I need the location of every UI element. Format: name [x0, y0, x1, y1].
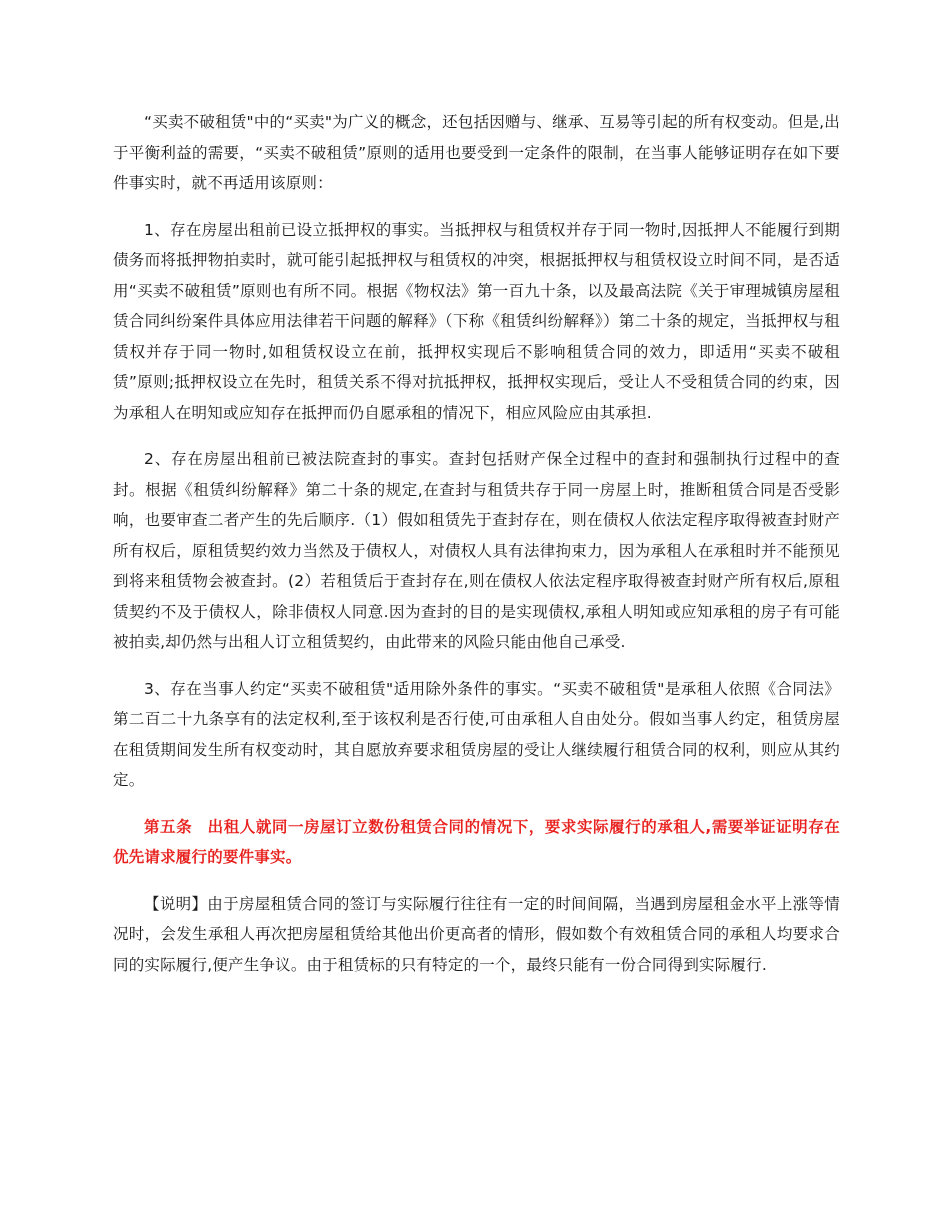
item-1-paragraph: 1、存在房屋出租前已设立抵押权的事实。当抵押权与租赁权并存于同一物时,因抵押人不能履行到期债务而将抵押物拍卖时，就可能引起抵押权与租赁权的冲突，根据抵押权与租赁权设立时间不同，是否适用“买卖不破租赁”原则也有所不同。根据《物权法》第一百九十条，以及最高法院《关于审理城镇房屋租赁合同纠纷案件具体应用法律若干问题的解释》（下称《租赁纠纷解释》）第二十条的规定，当抵押权与租赁权并存于同一物时,如租赁权设立在前，抵押权实现后不影响租赁合同的效力，即适用“买卖不破租赁”原则;抵押权设立在先时，租赁关系不得对抗抵押权，抵押权实现后，受让人不受租赁合同的约束，因为承租人在明知或应知存在抵押而仍自愿承租的情况下，相应风险应由其承担. [113, 220, 840, 422]
item-3-paragraph: 3、存在当事人约定“买卖不破租赁"适用除外条件的事实。“买卖不破租赁"是承租人依照《合同法》第二百二十九条享有的法定权利,至于该权利是否行使,可由承租人自由处分。假如当事人约定，租赁房屋在租赁期间发生所有权变动时，其自愿放弃要求租赁房屋的受让人继续履行租赁合同的权利，则应从其约定。 [113, 679, 840, 789]
explanation-paragraph: 【说明】由于房屋租赁合同的签订与实际履行往往有一定的时间间隔，当遇到房屋租金水平上涨等情况时，会发生承租人再次把房屋租赁给其他出价更高者的情形，假如数个有效租赁合同的承租人均要求合同的实际履行,便产生争议。由于租赁标的只有特定的一个，最终只能有一份合同得到实际履行. [113, 894, 840, 974]
document-page [113, 107, 840, 996]
article-5-heading [113, 812, 840, 873]
intro-paragraph: “买卖不破租赁"中的“买卖"为广义的概念，还包括因赠与、继承、互易等引起的所有权变动。但是,出于平衡利益的需要，“买卖不破租赁”原则的适用也要受到一定条件的限制，在当事人能够证明存在如下要件事实时，就不再适用该原则： [113, 113, 840, 192]
article-5-number: 第五条 [144, 817, 193, 836]
article-5-text: 出租人就同一房屋订立数份租赁合同的情况下，要求实际履行的承租人,需要举证证明存在优先请求履行的要件事实。 [113, 817, 840, 866]
item-2-paragraph: 2、存在房屋出租前已被法院查封的事实。查封包括财产保全过程中的查封和强制执行过程中的查封。根据《租赁纠纷解释》第二十条的规定,在查封与租赁共存于同一房屋上时，推断租赁合同是否受影响，也要审查二者产生的先后顺序.（1）假如租赁先于查封存在，则在债权人依法定程序取得被查封财产所有权后，原租赁契约效力当然及于债权人，对债权人具有法律拘束力，因为承租人在承租时并不能预见到将来租赁物会被查封。(2）若租赁后于查封存在,则在债权人依法定程序取得被查封财产所有权后,原租赁契约不及于债权人，除非债权人同意.因为查封的目的是实现债权,承租人明知或应知承租的房子有可能被拍卖,却仍然与出租人订立租赁契约，由此带来的风险只能由他自己承受. [113, 450, 840, 651]
